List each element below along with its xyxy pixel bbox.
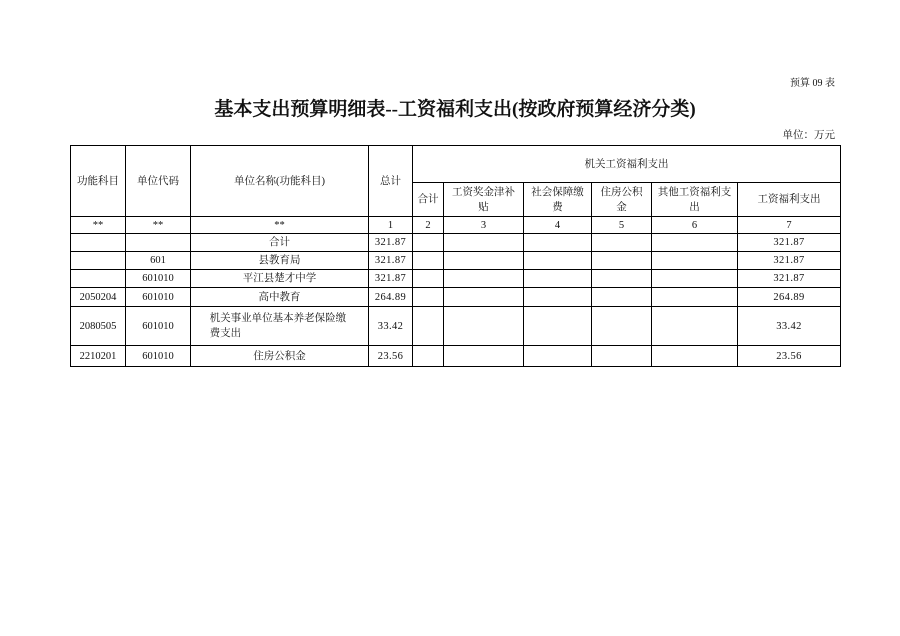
cell-housing-fund [592,252,652,270]
unit-label: 单位：万元 [782,130,835,141]
cell-social-security [524,234,592,252]
index-cell: ** [191,217,369,234]
cell-unit-code: 601010 [126,346,191,367]
cell-housing-fund [592,307,652,346]
cell-unit-name: 平江县楚才中学 [191,270,369,288]
cell-org-subtotal [413,252,444,270]
cell-housing-fund [592,288,652,307]
table-row [71,252,841,270]
cell-wages [444,252,524,270]
cell-subsidy-wages: 321.87 [738,234,841,252]
form-code: 预算 09 表 [790,78,835,89]
cell-housing-fund [592,270,652,288]
cell-unit-name [191,307,369,346]
header-row-1 [71,146,841,183]
cell-social-security [524,307,592,346]
cell-other-wages [652,234,738,252]
header-unit-name: 单位名称(功能科目) [191,146,369,217]
index-cell: ** [71,217,126,234]
header-wages-label: 工资奖金津补贴 [451,186,515,213]
cell-func-subject [71,234,126,252]
index-cell: 1 [369,217,413,234]
cell-social-security [524,252,592,270]
cell-social-security [524,270,592,288]
table-row [71,270,841,288]
cell-func-subject: 2080505 [71,307,126,346]
cell-wages [444,270,524,288]
cell-subsidy-wages: 321.87 [738,270,841,288]
cell-total: 321.87 [369,270,413,288]
table-row [71,288,841,307]
header-org-wage-group: 机关工资福利支出 [413,146,841,183]
cell-total: 321.87 [369,234,413,252]
header-org-subtotal: 合计 [413,183,444,217]
header-wages [444,183,524,217]
cell-unit-code: 601010 [126,307,191,346]
index-cell: 4 [524,217,592,234]
index-cell: 7 [738,217,841,234]
cell-housing-fund [592,234,652,252]
cell-other-wages [652,252,738,270]
index-cell: 5 [592,217,652,234]
header-social-security [524,183,592,217]
table-row [71,234,841,252]
page-title: 基本支出预算明细表--工资福利支出(按政府预算经济分类) [214,99,696,120]
header-subsidy-wages: 工资福利支出 [738,183,841,217]
cell-unit-code [126,234,191,252]
cell-unit-name-label: 机关事业单位基本养老保险缴费支出 [209,313,347,339]
cell-total: 23.56 [369,346,413,367]
cell-unit-name: 县教育局 [191,252,369,270]
header-social-security-label: 社会保障缴费 [531,186,584,213]
index-cell: ** [126,217,191,234]
index-cell: 6 [652,217,738,234]
cell-func-subject: 2210201 [71,346,126,367]
cell-org-subtotal [413,288,444,307]
cell-total: 321.87 [369,252,413,270]
header-housing-fund-label: 住房公积金 [600,186,643,213]
cell-total: 33.42 [369,307,413,346]
cell-wages [444,346,524,367]
budget-table [70,145,841,367]
header-total: 总计 [369,146,413,217]
cell-housing-fund [592,346,652,367]
cell-subsidy-wages: 33.42 [738,307,841,346]
header-housing-fund [592,183,652,217]
cell-org-subtotal [413,346,444,367]
cell-wages [444,234,524,252]
cell-unit-name: 住房公积金 [191,346,369,367]
cell-func-subject [71,270,126,288]
cell-unit-name: 高中教育 [191,288,369,307]
header-other-wages [652,183,738,217]
cell-org-subtotal [413,234,444,252]
cell-subsidy-wages: 23.56 [738,346,841,367]
cell-social-security [524,288,592,307]
cell-other-wages [652,288,738,307]
header-unit-code: 单位代码 [126,146,191,217]
cell-total: 264.89 [369,288,413,307]
index-row [71,217,841,234]
table-row [71,346,841,367]
cell-unit-code: 601 [126,252,191,270]
cell-org-subtotal [413,307,444,346]
header-other-wages-label: 其他工资福利支出 [657,186,732,213]
cell-subsidy-wages: 264.89 [738,288,841,307]
cell-other-wages [652,346,738,367]
cell-subsidy-wages: 321.87 [738,252,841,270]
cell-wages [444,288,524,307]
cell-func-subject: 2050204 [71,288,126,307]
index-cell: 3 [444,217,524,234]
cell-unit-code: 601010 [126,270,191,288]
index-cell: 2 [413,217,444,234]
cell-other-wages [652,270,738,288]
cell-other-wages [652,307,738,346]
table-row [71,307,841,346]
cell-social-security [524,346,592,367]
cell-unit-code: 601010 [126,288,191,307]
cell-wages [444,307,524,346]
cell-func-subject [71,252,126,270]
cell-org-subtotal [413,270,444,288]
header-func-subject: 功能科目 [71,146,126,217]
cell-unit-name: 合计 [191,234,369,252]
